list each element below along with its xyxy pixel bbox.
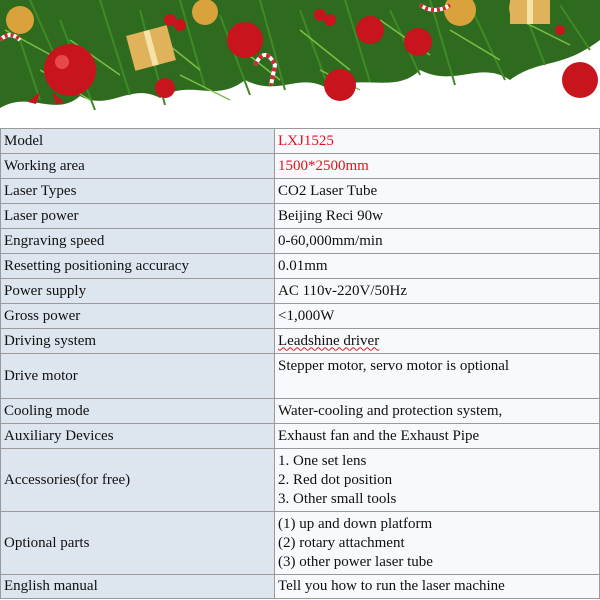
- table-row: [1, 399, 600, 424]
- spec-value: CO2 Laser Tube: [275, 179, 600, 204]
- table-row: [1, 449, 600, 512]
- spec-label: Auxiliary Devices: [1, 424, 275, 449]
- spec-value-line: 1. One set lens: [278, 452, 367, 469]
- spec-value: 0.01mm: [275, 254, 600, 279]
- table-row: [1, 179, 600, 204]
- table-row: [1, 279, 600, 304]
- table-row: [1, 329, 600, 354]
- spec-value-line: 3. Other small tools: [278, 490, 397, 507]
- spec-label: Optional parts: [1, 512, 275, 575]
- spec-table: [0, 128, 600, 599]
- spec-value-line: (2) rotary attachment: [278, 534, 405, 551]
- spec-label: Cooling mode: [1, 399, 275, 424]
- table-row: [1, 575, 600, 599]
- table-row: [1, 304, 600, 329]
- spec-label: Accessories(for free): [1, 449, 275, 512]
- spec-label: Model: [1, 129, 275, 154]
- spec-value: [275, 449, 600, 512]
- spec-value: Beijing Reci 90w: [275, 204, 600, 229]
- spec-label: Laser power: [1, 204, 275, 229]
- spec-value-text: Leadshine driver: [278, 332, 380, 349]
- spec-label: Engraving speed: [1, 229, 275, 254]
- spec-value-line: (3) other power laser tube: [278, 553, 433, 570]
- spec-value: LXJ1525: [275, 129, 600, 154]
- spec-value: Water-cooling and protection system,: [275, 399, 600, 424]
- spec-value: <1,000W: [275, 304, 600, 329]
- table-row: [1, 204, 600, 229]
- spec-label: Gross power: [1, 304, 275, 329]
- spec-value: 0-60,000mm/min: [275, 229, 600, 254]
- spec-label: Laser Types: [1, 179, 275, 204]
- spec-label: Power supply: [1, 279, 275, 304]
- garland-image: [0, 0, 600, 128]
- spec-value: Tell you how to run the laser machine: [275, 575, 600, 599]
- spec-value: AC 110v-220V/50Hz: [275, 279, 600, 304]
- spec-label: Driving system: [1, 329, 275, 354]
- table-row: [1, 129, 600, 154]
- spec-label: Drive motor: [1, 354, 275, 399]
- spec-value: [275, 329, 600, 354]
- table-row: [1, 354, 600, 399]
- table-row: [1, 512, 600, 575]
- spec-label: Working area: [1, 154, 275, 179]
- table-row: [1, 254, 600, 279]
- spec-label: Resetting positioning accuracy: [1, 254, 275, 279]
- table-row: [1, 154, 600, 179]
- table-row: [1, 424, 600, 449]
- spec-label: English manual: [1, 575, 275, 599]
- spec-value: [275, 512, 600, 575]
- spec-value-line: 2. Red dot position: [278, 471, 393, 488]
- spec-value-line: (1) up and down platform: [278, 515, 433, 532]
- spec-value: Exhaust fan and the Exhaust Pipe: [275, 424, 600, 449]
- christmas-garland-banner: [0, 0, 600, 128]
- spec-value: 1500*2500mm: [275, 154, 600, 179]
- table-row: [1, 229, 600, 254]
- spec-value: Stepper motor, servo motor is optional: [275, 354, 600, 399]
